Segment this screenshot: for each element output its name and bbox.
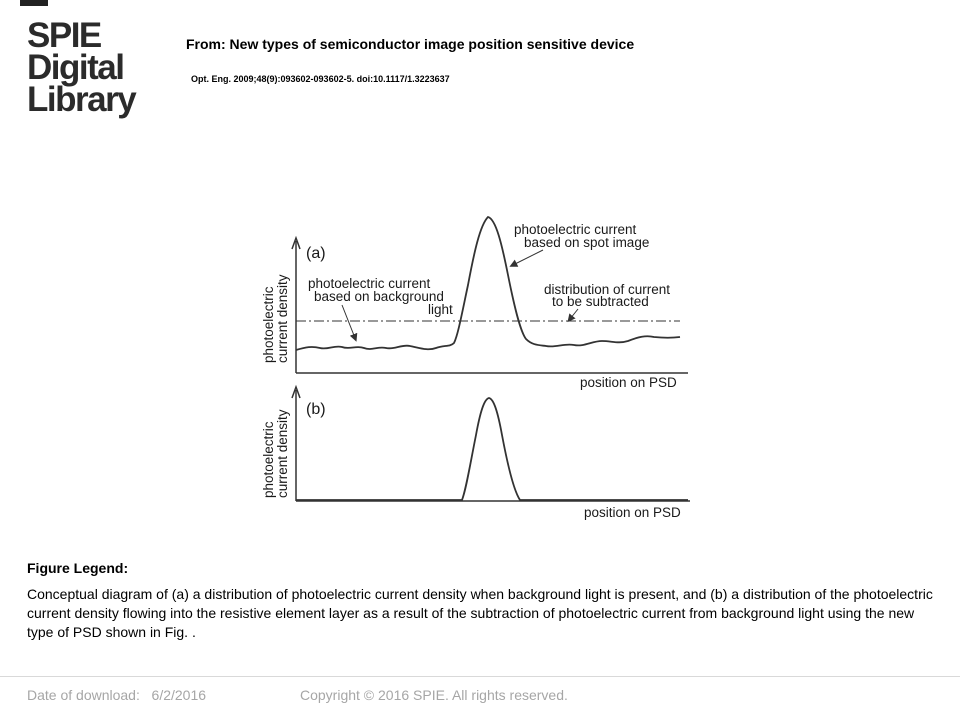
- panel-b-label: (b): [306, 401, 326, 418]
- panel-b: [261, 387, 690, 520]
- figure-legend-heading: Figure Legend:: [27, 560, 129, 576]
- annotation-spot-line2: based on spot image: [524, 235, 650, 250]
- annotation-bg-line1: photoelectric current: [308, 276, 431, 291]
- corner-mark: [20, 0, 48, 6]
- panel-b-ylabel-line1: photoelectric: [261, 421, 276, 498]
- annotation-spot-arrow: [513, 250, 543, 265]
- download-date-value: 6/2/2016: [151, 687, 207, 703]
- annotation-spot-line1: photoelectric current: [514, 222, 637, 237]
- spie-digital-library-logo: [27, 16, 136, 119]
- citation: Opt. Eng. 2009;48(9):093602-093602-5. doi:10.1117/1.3223637: [191, 74, 450, 84]
- logo-line-1: SPIE: [27, 16, 101, 55]
- panel-a-ylabel-line2: current density: [275, 274, 290, 363]
- logo-line-3: Library: [27, 80, 136, 119]
- annotation-bg-line2: based on background: [314, 289, 444, 304]
- annotation-sub-arrow: [570, 309, 578, 319]
- annotation-sub-line2: to be subtracted: [552, 294, 649, 309]
- panel-b-ylabel-line2: current density: [275, 409, 290, 498]
- figure-legend-text: Conceptual diagram of (a) a distribution of photoelectric current density when background light is present, and (b) a distribution of the photoelectric current density flowing into the resistive element layer as a result of the subtraction of photoelectric current from background light using the new type of PSD shown in Fig. .: [27, 586, 933, 640]
- conceptual-diagram: [258, 205, 704, 525]
- source-article-title: From: New types of semiconductor image position sensitive device: [186, 36, 635, 52]
- panel-a-label: (a): [306, 245, 326, 262]
- annotation-bg-line3: light: [428, 302, 453, 317]
- panel-a-xlabel: position on PSD: [580, 375, 677, 390]
- figure: [258, 205, 704, 525]
- download-date: [27, 687, 206, 703]
- copyright-notice: Copyright © 2016 SPIE. All rights reserved.: [300, 687, 568, 703]
- panel-a-ylabel-line1: photoelectric: [261, 286, 276, 363]
- logo-line-2: Digital: [27, 48, 124, 87]
- footer-divider: [0, 676, 960, 677]
- annotation-sub-line1: distribution of current: [544, 282, 671, 297]
- panel-b-curve: [296, 398, 688, 500]
- download-date-label: Date of download:: [27, 687, 140, 703]
- panel-a: [261, 217, 688, 390]
- panel-b-xlabel: position on PSD: [584, 505, 681, 520]
